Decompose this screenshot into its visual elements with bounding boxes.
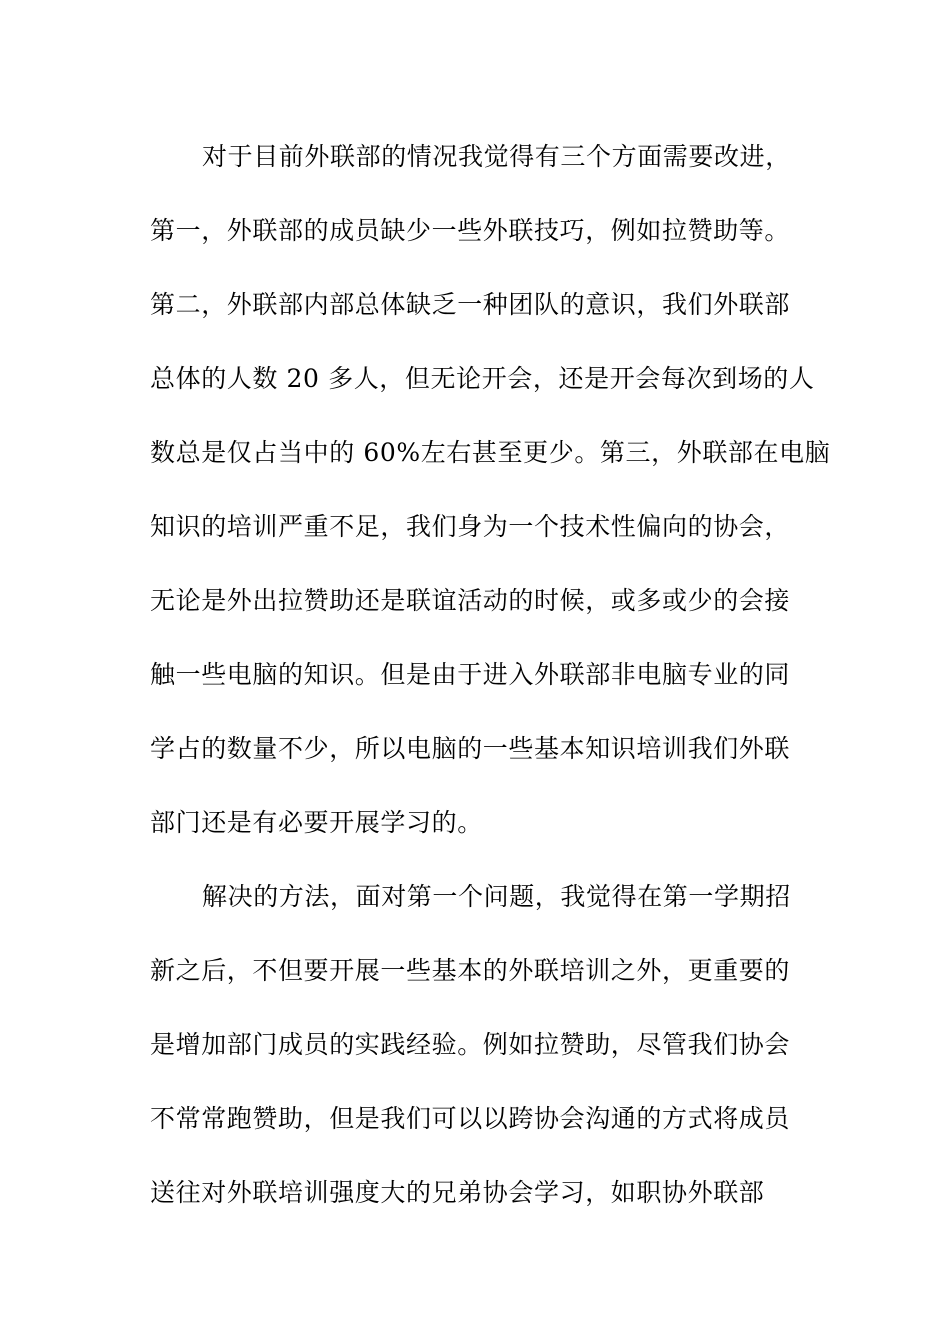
paragraph-line: 数总是仅占当中的 60%左右甚至更少。第三，外联部在电脑 — [150, 438, 831, 467]
paragraph-2 — [150, 872, 810, 1242]
paragraph-line: 第一，外联部的成员缺少一些外联技巧，例如拉赞助等。 — [150, 216, 791, 245]
paragraph-line: 第二，外联部内部总体缺乏一种团队的意识，我们外联部 — [150, 290, 791, 319]
paragraph-line: 对于目前外联部的情况我觉得有三个方面需要改进， — [202, 142, 791, 171]
paragraph-line: 新之后，不但要开展一些基本的外联培训之外，更重要的 — [150, 956, 791, 985]
paragraph-line: 送往对外联培训强度大的兄弟协会学习，如职协外联部 — [150, 1178, 765, 1207]
paragraph-line: 不常常跑赞助，但是我们可以以跨协会沟通的方式将成员 — [150, 1104, 791, 1133]
paragraph-line: 触一些电脑的知识。但是由于进入外联部非电脑专业的同 — [150, 660, 791, 689]
paragraph-line: 解决的方法，面对第一个问题，我觉得在第一学期招 — [202, 882, 791, 911]
paragraph-line: 部门还是有必要开展学习的。 — [150, 808, 483, 837]
paragraph-line: 是增加部门成员的实践经验。例如拉赞助，尽管我们协会 — [150, 1030, 791, 1059]
paragraph-line: 学占的数量不少，所以电脑的一些基本知识培训我们外联 — [150, 734, 791, 763]
paragraph-line: 总体的人数 20 多人，但无论开会，还是开会每次到场的人 — [150, 364, 815, 393]
paragraph-1 — [150, 132, 831, 872]
paragraph-line: 知识的培训严重不足，我们身为一个技术性偏向的协会， — [150, 512, 791, 541]
document-body — [150, 132, 831, 1242]
paragraph-line: 无论是外出拉赞助还是联谊活动的时候，或多或少的会接 — [150, 586, 791, 615]
